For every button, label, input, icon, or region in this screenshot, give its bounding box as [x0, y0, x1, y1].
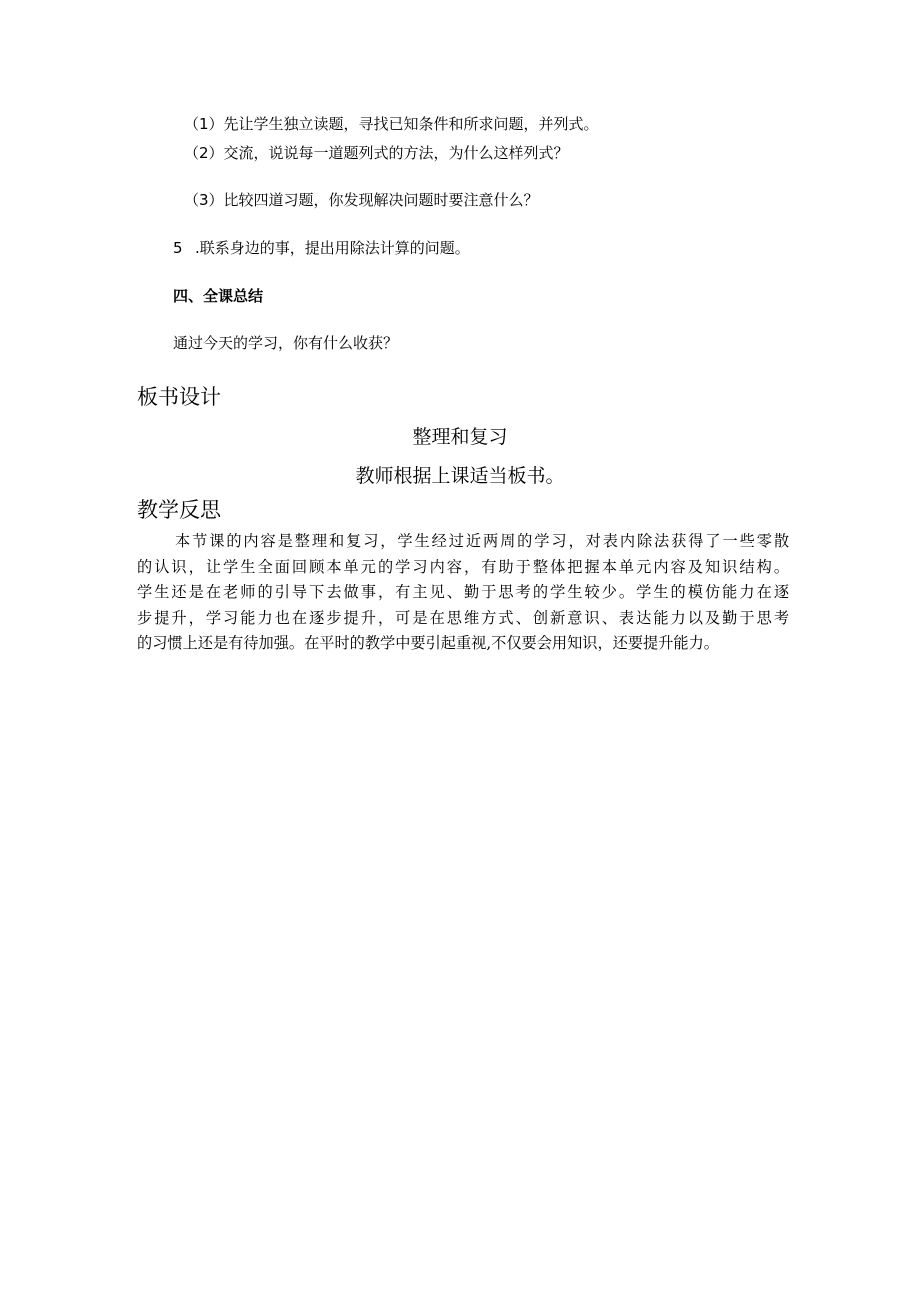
board-design-heading: 板书设计 [137, 385, 221, 409]
board-note: 教师根据上课适当板书。 [355, 465, 565, 487]
reflection-heading: 教学反思 [137, 498, 221, 522]
step-1-number: （1） [184, 115, 224, 133]
reflection-line-5: 的习惯上还是有待加强。在平时的教学中要引起重视,不仅要会用知识，还要提升能力。 [137, 634, 719, 652]
reflection-line-2: 的认识，让学生全面回顾本单元的学习内容，有助于整体把握本单元内容及知识结构。 [137, 557, 789, 576]
item-5 [173, 241, 470, 256]
step-1 [184, 117, 599, 132]
board-title: 整理和复习 [412, 426, 508, 448]
item-5-text: .联系身边的事，提出用除法计算的问题。 [195, 239, 470, 257]
step-3-text: 比较四道习题，你发现解决问题时要注意什么？ [223, 191, 539, 209]
reflection-line-4: 步提升，学习能力也在逐步提升，可是在思维方式、创新意识、表达能力以及勤于思考 [137, 608, 789, 627]
step-3-number: （3） [184, 191, 224, 209]
step-3 [184, 193, 539, 208]
step-2 [184, 146, 569, 161]
reflection-line-1: 本节课的内容是整理和复习，学生经过近两周的学习，对表内除法获得了一些零散 [175, 532, 789, 550]
section-4-text: 通过今天的学习，你有什么收获？ [173, 334, 399, 352]
reflection-paragraph [137, 529, 789, 657]
reflection-line-3: 学生还是在老师的引导下去做事，有主见、勤于思考的学生较少。学生的模仿能力在逐 [137, 583, 789, 601]
section-4-heading: 四、全课总结 [173, 287, 264, 305]
item-5-number: 5 [173, 239, 183, 257]
step-2-number: （2） [184, 144, 224, 162]
step-2-text: 交流，说说每一道题列式的方法，为什么这样列式？ [223, 144, 569, 162]
step-1-text: 先让学生独立读题，寻找已知条件和所求问题，并列式。 [223, 115, 599, 133]
